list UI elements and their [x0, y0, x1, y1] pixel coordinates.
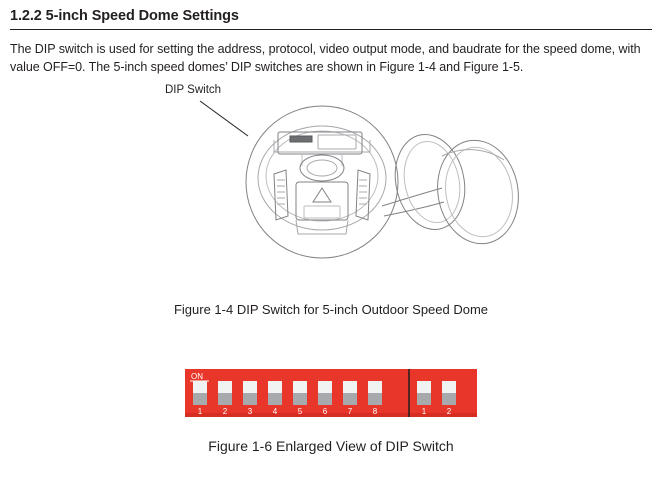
switch-number-a3: 3	[247, 407, 253, 417]
title-divider	[10, 29, 652, 30]
switch-number-a5: 5	[297, 407, 303, 417]
speed-dome-drawing	[178, 96, 538, 286]
page-title: 1.2.2 5-inch Speed Dome Settings	[10, 8, 239, 24]
intro-paragraph: The DIP switch is used for setting the address, protocol, video output mode, and baudrate for the speed dome, with value OFF=0. The 5-inch speed domes’ DIP switches are shown in Figure 1-4 and Figure 1-5.	[10, 42, 641, 75]
switch-number-b2: 2	[446, 407, 452, 417]
figure-1-4-caption: Figure 1-4 DIP Switch for 5-inch Outdoor Speed Dome	[173, 302, 489, 318]
document-page	[0, 8, 662, 502]
switch-number-a6: 6	[322, 407, 328, 417]
switch-number-b1: 1	[421, 407, 427, 417]
switch-number-a1: 1	[197, 407, 203, 417]
on-label: ON	[191, 372, 203, 382]
figure-1-6-caption: Figure 1-6 Enlarged View of DIP Switch	[208, 438, 454, 455]
switch-number-a7: 7	[347, 407, 353, 417]
switch-number-a2: 2	[222, 407, 228, 417]
switch-number-a8: 8	[372, 407, 378, 417]
switch-number-a4: 4	[272, 407, 278, 417]
dip-switch-graphic	[185, 369, 477, 427]
figure-1-4-illustration	[10, 82, 652, 290]
dip-switch-callout-label: DIP Switch	[165, 84, 222, 97]
figure-1-6-illustration	[10, 369, 652, 431]
